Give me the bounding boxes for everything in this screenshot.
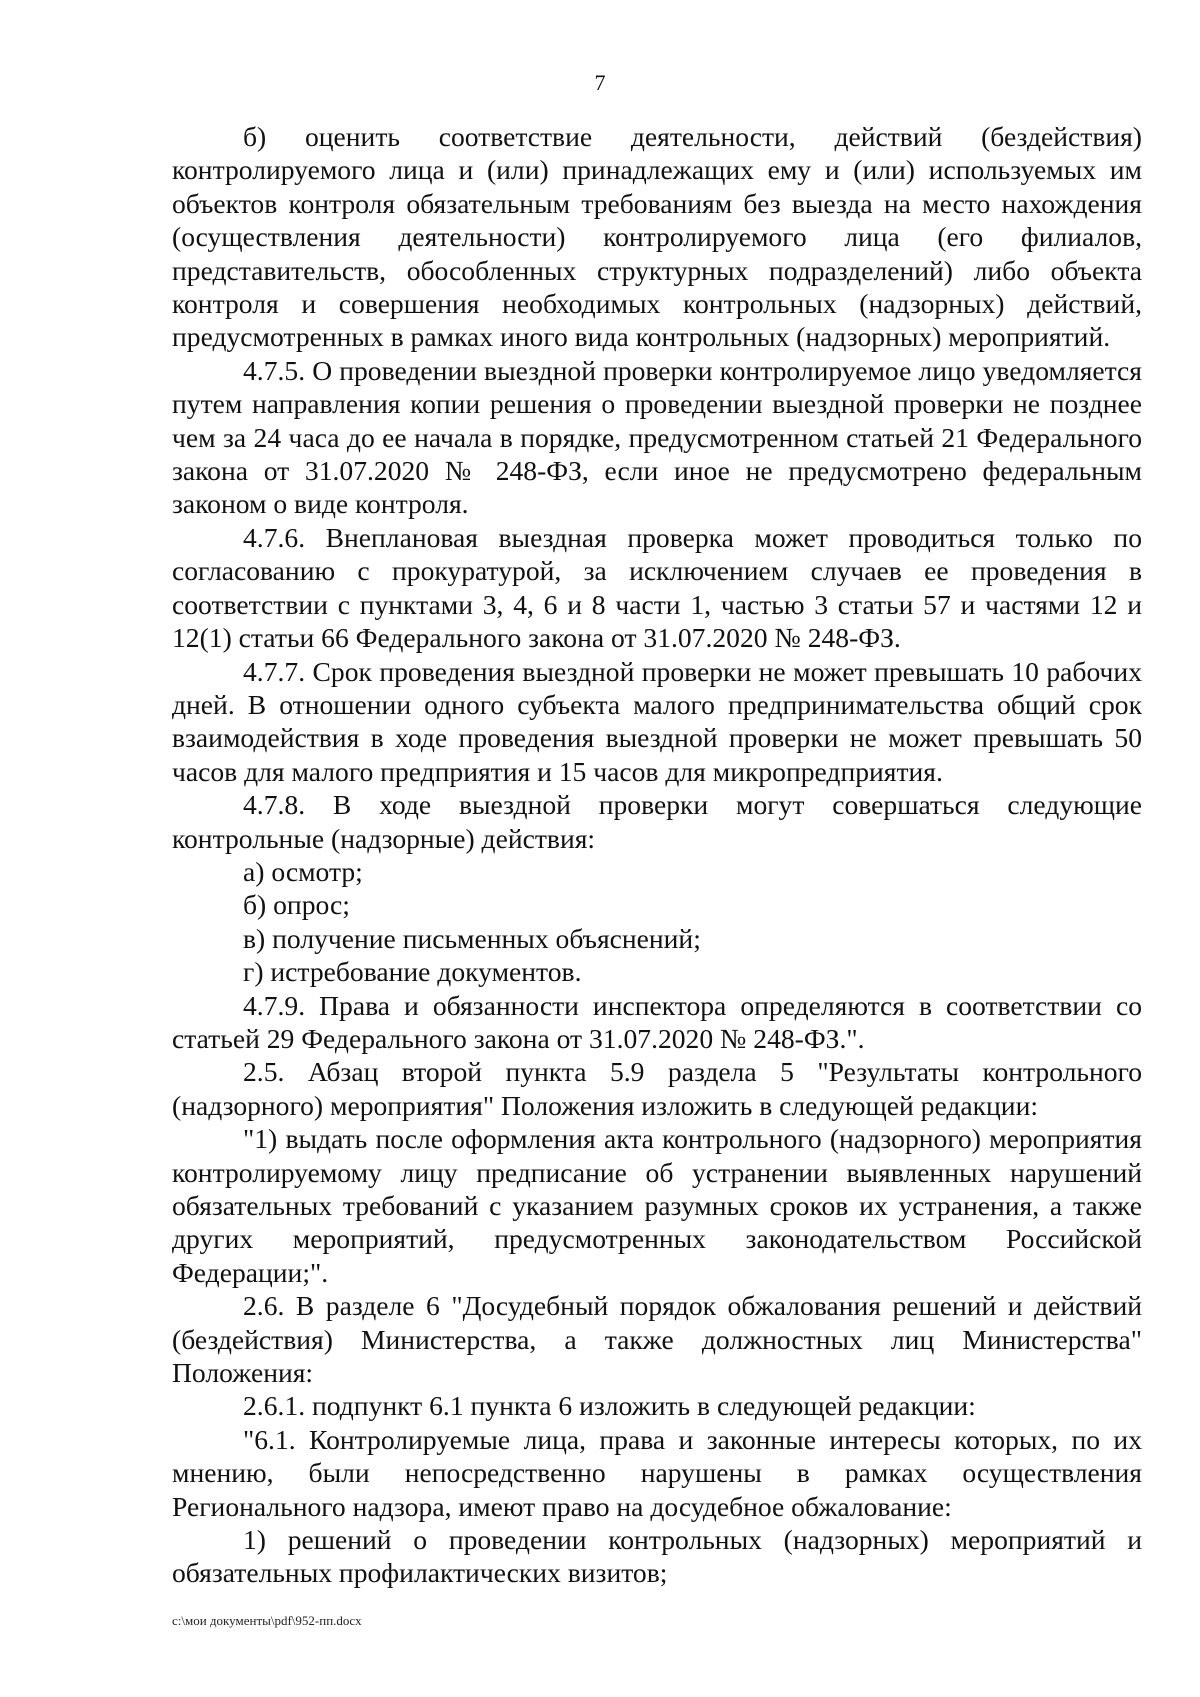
paragraph-6-1-item-1: 1) решений о проведении контрольных (надзорных) мероприятий и обязательных профилактических визитов; <box>172 1524 1142 1589</box>
paragraph-2-6-1: 2.6.1. подпункт 6.1 пункта 6 изложить в следующей редакции: <box>243 1390 976 1422</box>
list-item-survey: б) опрос; <box>243 889 350 921</box>
paragraph-6-1: "6.1. Контролируемые лица, права и законные интересы которых, по их мнению, были непосредственно нарушены в рамках осуществления Регионального надзора, имеют право на досудебное обжалование: <box>172 1423 1142 1522</box>
paragraph-prescription: "1) выдать после оформления акта контрольного (надзорного) мероприятия контролируемому лицу предписание об устранении выявленных нарушений обязательных требований с указанием разумных сроков их устранения, а также других мероприятий, предусмотренных законодательством Российской Федерации;". <box>172 1123 1142 1288</box>
footer-file-path: c:\мои документы\pdf\952-пп.docx <box>172 1613 362 1628</box>
paragraph-4-7-6: 4.7.6. Внеплановая выездная проверка может проводиться только по согласованию с прокуратурой, за исключением случаев ее проведения в соответствии с пунктами 3, 4, 6 и 8 части 1, частью 3 статьи 57 и частями 12 и 12(1) статьи 66 Федерального закона от 31.07.2020 № 248-ФЗ. <box>172 521 1142 654</box>
list-item-written-explanations: в) получение письменных объяснений; <box>243 922 701 954</box>
paragraph-4-7-7: 4.7.7. Срок проведения выездной проверки не может превышать 10 рабочих дней. В отношении одного субъекта малого предпринимательства общий срок взаимодействия в ходе проведения выездной проверки не может превышать 50 часов для малого предприятия и 15 часов для микропредприятия. <box>172 655 1142 787</box>
paragraph-item-b-assess: б) оценить соответствие деятельности, действий (бездействия) контролируемого лица и (или) принадлежащих ему и (или) используемых им объектов контроля обязательным требованиям без выезда на место нахождения (осуществления деятельности) контролируемого лица (его филиалов, представительств, обособленных структурных подразделений) либо объекта контроля и совершения необходимых контрольных (надзорных) действий, предусмотренных в рамках иного вида контрольных (надзорных) мероприятий. <box>172 121 1142 353</box>
paragraph-4-7-8: 4.7.8. В ходе выездной проверки могут совершаться следующие контрольные (надзорные) действия: <box>172 789 1142 854</box>
paragraph-4-7-5: 4.7.5. О проведении выездной проверки контролируемое лицо уведомляется путем направления копии решения о проведении выездной проверки не позднее чем за 24 часа до ее начала в порядке, предусмотренном статьей 21 Федерального закона от 31.07.2020 № 248-ФЗ, если иное не предусмотрено федеральным законом о виде контроля. <box>172 354 1142 520</box>
paragraph-4-7-9: 4.7.9. Права и обязанности инспектора определяются в соответствии со статьей 29 Федерального закона от 31.07.2020 № 248-ФЗ.". <box>172 989 1142 1054</box>
page-number: 7 <box>594 70 606 95</box>
document-body <box>172 120 1142 1590</box>
list-item-document-request: г) истребование документов. <box>243 956 582 988</box>
list-item-inspection: а) осмотр; <box>243 855 363 887</box>
paragraph-2-5: 2.5. Абзац второй пункта 5.9 раздела 5 "Результаты контрольного (надзорного) мероприятия" Положения изложить в следующей редакции: <box>172 1056 1142 1121</box>
paragraph-2-6: 2.6. В разделе 6 "Досудебный порядок обжалования решений и действий (бездействия) Министерства, а также должностных лиц Министерства" Положения: <box>172 1290 1142 1389</box>
